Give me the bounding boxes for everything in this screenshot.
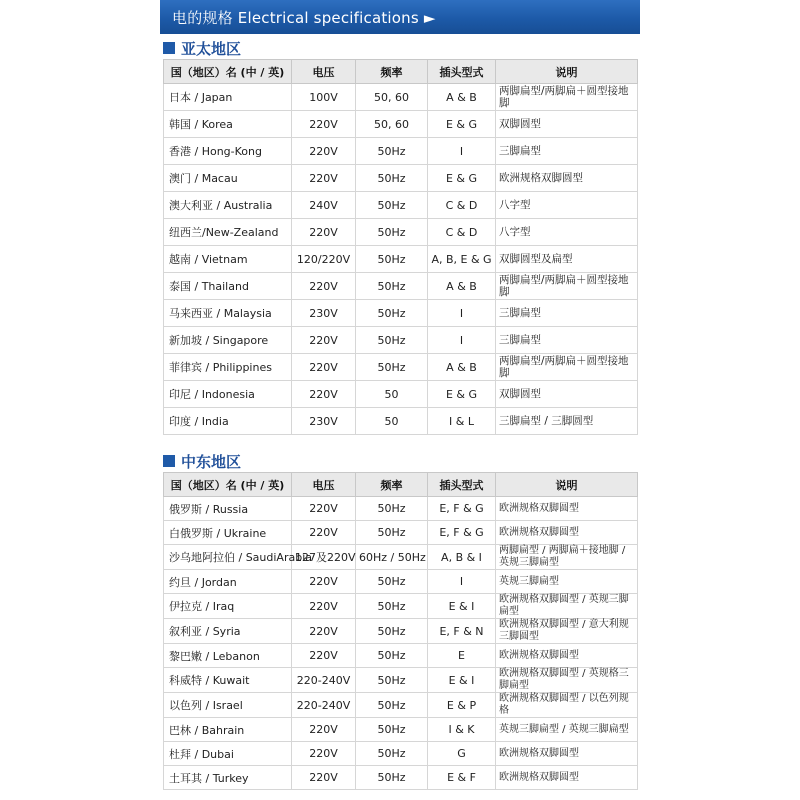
cell-voltage: 230V <box>292 408 356 435</box>
asia-pacific-section <box>160 37 640 435</box>
asia-pacific-title: 亚太地区 <box>181 39 242 58</box>
cell-description: 欧洲规格双脚圆型 / 意大利规三脚圆型 <box>496 619 638 644</box>
cell-voltage: 220-240V <box>292 693 356 718</box>
cell-frequency: 50, 60 <box>356 111 428 138</box>
table-row <box>164 693 638 718</box>
cell-frequency: 60Hz / 50Hz <box>356 545 428 570</box>
cell-country: 印尼 / Indonesia <box>164 381 292 408</box>
cell-plug-type: E & I <box>428 594 496 619</box>
cell-frequency: 50Hz <box>356 521 428 545</box>
cell-voltage: 220V <box>292 619 356 644</box>
cell-voltage: 220V <box>292 644 356 668</box>
table-row <box>164 273 638 300</box>
table-row <box>164 718 638 742</box>
table-row <box>164 742 638 766</box>
header-country: 国（地区）名 (中 / 英) <box>164 473 292 497</box>
cell-country: 韩国 / Korea <box>164 111 292 138</box>
cell-country: 黎巴嫩 / Lebanon <box>164 644 292 668</box>
cell-voltage: 220V <box>292 354 356 381</box>
cell-frequency: 50Hz <box>356 138 428 165</box>
cell-description: 八字型 <box>496 192 638 219</box>
cell-voltage: 220V <box>292 273 356 300</box>
table-row <box>164 111 638 138</box>
cell-voltage: 220V <box>292 497 356 521</box>
cell-country: 新加坡 / Singapore <box>164 327 292 354</box>
cell-plug-type: I & L <box>428 408 496 435</box>
header-plug-type: 插头型式 <box>428 60 496 84</box>
header-frequency: 频率 <box>356 60 428 84</box>
table-row <box>164 327 638 354</box>
cell-frequency: 50Hz <box>356 742 428 766</box>
cell-voltage: 127及220V <box>292 545 356 570</box>
asia-pacific-table <box>163 59 638 435</box>
header-voltage: 电压 <box>292 473 356 497</box>
cell-plug-type: E <box>428 644 496 668</box>
cell-description: 两脚扁型/两脚扁＋圆型接地脚 <box>496 354 638 381</box>
table-row <box>164 381 638 408</box>
cell-frequency: 50Hz <box>356 327 428 354</box>
cell-voltage: 220V <box>292 381 356 408</box>
cell-frequency: 50Hz <box>356 192 428 219</box>
cell-plug-type: E & P <box>428 693 496 718</box>
middle-east-title: 中东地区 <box>181 452 242 471</box>
cell-voltage: 220V <box>292 219 356 246</box>
cell-plug-type: I & K <box>428 718 496 742</box>
cell-description: 两脚扁型/两脚扁＋圆型接地脚 <box>496 84 638 111</box>
cell-frequency: 50Hz <box>356 273 428 300</box>
cell-country: 以色列 / Israel <box>164 693 292 718</box>
cell-plug-type: I <box>428 300 496 327</box>
cell-voltage: 220V <box>292 570 356 594</box>
header-country: 国（地区）名 (中 / 英) <box>164 60 292 84</box>
banner-title: 电的规格 Electrical specifications ► <box>172 8 436 27</box>
header-plug-type: 插头型式 <box>428 473 496 497</box>
cell-country: 杜拜 / Dubai <box>164 742 292 766</box>
cell-plug-type: E, F & N <box>428 619 496 644</box>
cell-plug-type: C & D <box>428 219 496 246</box>
cell-plug-type: E & G <box>428 111 496 138</box>
cell-description: 欧洲规格双脚圆型 <box>496 497 638 521</box>
cell-country: 印度 / India <box>164 408 292 435</box>
middle-east-heading <box>160 450 640 472</box>
table-row <box>164 644 638 668</box>
cell-description: 双脚圆型及扁型 <box>496 246 638 273</box>
cell-plug-type: A, B, E & G <box>428 246 496 273</box>
cell-voltage: 220V <box>292 718 356 742</box>
cell-description: 欧洲规格双脚圆型 / 英规格三脚扁型 <box>496 668 638 693</box>
table-row <box>164 192 638 219</box>
cell-country: 泰国 / Thailand <box>164 273 292 300</box>
table-row <box>164 668 638 693</box>
table-row <box>164 619 638 644</box>
table-row <box>164 545 638 570</box>
cell-description: 欧洲规格双脚圆型 <box>496 742 638 766</box>
cell-plug-type: E & F <box>428 766 496 790</box>
cell-country: 沙乌地阿拉伯 / SaudiArabia <box>164 545 292 570</box>
cell-country: 香港 / Hong-Kong <box>164 138 292 165</box>
cell-description: 欧洲规格双脚圆型 / 以色列规格 <box>496 693 638 718</box>
cell-frequency: 50Hz <box>356 766 428 790</box>
cell-description: 英规三脚扁型 <box>496 570 638 594</box>
table-row <box>164 570 638 594</box>
table-header-row <box>164 60 638 84</box>
table-row <box>164 165 638 192</box>
cell-plug-type: E, F & G <box>428 521 496 545</box>
table-row <box>164 521 638 545</box>
cell-country: 纽西兰/New-Zealand <box>164 219 292 246</box>
cell-plug-type: I <box>428 327 496 354</box>
cell-description: 欧洲规格双脚圆型 <box>496 644 638 668</box>
cell-frequency: 50Hz <box>356 594 428 619</box>
cell-plug-type: G <box>428 742 496 766</box>
cell-frequency: 50Hz <box>356 165 428 192</box>
cell-description: 两脚扁型 / 两脚扁＋接地脚 / 英规三脚扁型 <box>496 545 638 570</box>
cell-description: 双脚圆型 <box>496 381 638 408</box>
cell-frequency: 50Hz <box>356 718 428 742</box>
header-description: 说明 <box>496 60 638 84</box>
table-row <box>164 246 638 273</box>
header-frequency: 频率 <box>356 473 428 497</box>
cell-frequency: 50Hz <box>356 219 428 246</box>
cell-description: 两脚扁型/两脚扁＋圆型接地脚 <box>496 273 638 300</box>
cell-voltage: 120/220V <box>292 246 356 273</box>
asia-pacific-heading <box>160 37 640 59</box>
table-row <box>164 354 638 381</box>
cell-frequency: 50Hz <box>356 668 428 693</box>
cell-country: 土耳其 / Turkey <box>164 766 292 790</box>
cell-plug-type: E & G <box>428 165 496 192</box>
cell-voltage: 100V <box>292 84 356 111</box>
cell-country: 俄罗斯 / Russia <box>164 497 292 521</box>
table-row <box>164 219 638 246</box>
page-banner <box>160 0 640 34</box>
cell-country: 日本 / Japan <box>164 84 292 111</box>
cell-description: 双脚圆型 <box>496 111 638 138</box>
cell-voltage: 220V <box>292 111 356 138</box>
cell-country: 科威特 / Kuwait <box>164 668 292 693</box>
header-voltage: 电压 <box>292 60 356 84</box>
cell-plug-type: A, B & I <box>428 545 496 570</box>
table-row <box>164 84 638 111</box>
cell-frequency: 50, 60 <box>356 84 428 111</box>
cell-plug-type: A & B <box>428 354 496 381</box>
cell-plug-type: A & B <box>428 84 496 111</box>
cell-frequency: 50Hz <box>356 619 428 644</box>
table-row <box>164 138 638 165</box>
cell-voltage: 230V <box>292 300 356 327</box>
cell-frequency: 50Hz <box>356 644 428 668</box>
cell-plug-type: I <box>428 570 496 594</box>
square-bullet-icon <box>163 455 175 467</box>
cell-country: 伊拉克 / Iraq <box>164 594 292 619</box>
cell-description: 三脚扁型 <box>496 327 638 354</box>
cell-description: 欧洲规格双脚圆型 <box>496 165 638 192</box>
cell-description: 欧洲规格双脚圆型 <box>496 766 638 790</box>
cell-plug-type: A & B <box>428 273 496 300</box>
table-row <box>164 594 638 619</box>
middle-east-table <box>163 472 638 790</box>
cell-description: 三脚扁型 <box>496 138 638 165</box>
cell-voltage: 220V <box>292 594 356 619</box>
cell-description: 英规三脚扁型 / 英规三脚扁型 <box>496 718 638 742</box>
cell-frequency: 50Hz <box>356 693 428 718</box>
table-row <box>164 300 638 327</box>
cell-plug-type: I <box>428 138 496 165</box>
middle-east-section <box>160 450 640 790</box>
cell-plug-type: C & D <box>428 192 496 219</box>
cell-frequency: 50 <box>356 381 428 408</box>
cell-country: 越南 / Vietnam <box>164 246 292 273</box>
cell-voltage: 220V <box>292 138 356 165</box>
cell-frequency: 50 <box>356 408 428 435</box>
square-bullet-icon <box>163 42 175 54</box>
table-header-row <box>164 473 638 497</box>
cell-country: 菲律宾 / Philippines <box>164 354 292 381</box>
table-row <box>164 408 638 435</box>
cell-frequency: 50Hz <box>356 300 428 327</box>
header-description: 说明 <box>496 473 638 497</box>
cell-country: 约旦 / Jordan <box>164 570 292 594</box>
cell-plug-type: E & G <box>428 381 496 408</box>
cell-frequency: 50Hz <box>356 354 428 381</box>
cell-voltage: 220V <box>292 521 356 545</box>
cell-description: 三脚扁型 <box>496 300 638 327</box>
cell-frequency: 50Hz <box>356 246 428 273</box>
cell-country: 马来西亚 / Malaysia <box>164 300 292 327</box>
cell-voltage: 220V <box>292 742 356 766</box>
cell-description: 欧洲规格双脚圆型 <box>496 521 638 545</box>
cell-country: 白俄罗斯 / Ukraine <box>164 521 292 545</box>
cell-country: 澳大利亚 / Australia <box>164 192 292 219</box>
cell-voltage: 220V <box>292 327 356 354</box>
cell-voltage: 220V <box>292 766 356 790</box>
cell-country: 澳门 / Macau <box>164 165 292 192</box>
cell-description: 欧洲规格双脚圆型 / 英规三脚扁型 <box>496 594 638 619</box>
cell-frequency: 50Hz <box>356 497 428 521</box>
cell-plug-type: E & I <box>428 668 496 693</box>
cell-country: 叙利亚 / Syria <box>164 619 292 644</box>
cell-voltage: 220-240V <box>292 668 356 693</box>
table-row <box>164 497 638 521</box>
cell-voltage: 240V <box>292 192 356 219</box>
cell-country: 巴林 / Bahrain <box>164 718 292 742</box>
cell-plug-type: E, F & G <box>428 497 496 521</box>
cell-description: 八字型 <box>496 219 638 246</box>
cell-voltage: 220V <box>292 165 356 192</box>
cell-frequency: 50Hz <box>356 570 428 594</box>
table-row <box>164 766 638 790</box>
cell-description: 三脚扁型 / 三脚圆型 <box>496 408 638 435</box>
